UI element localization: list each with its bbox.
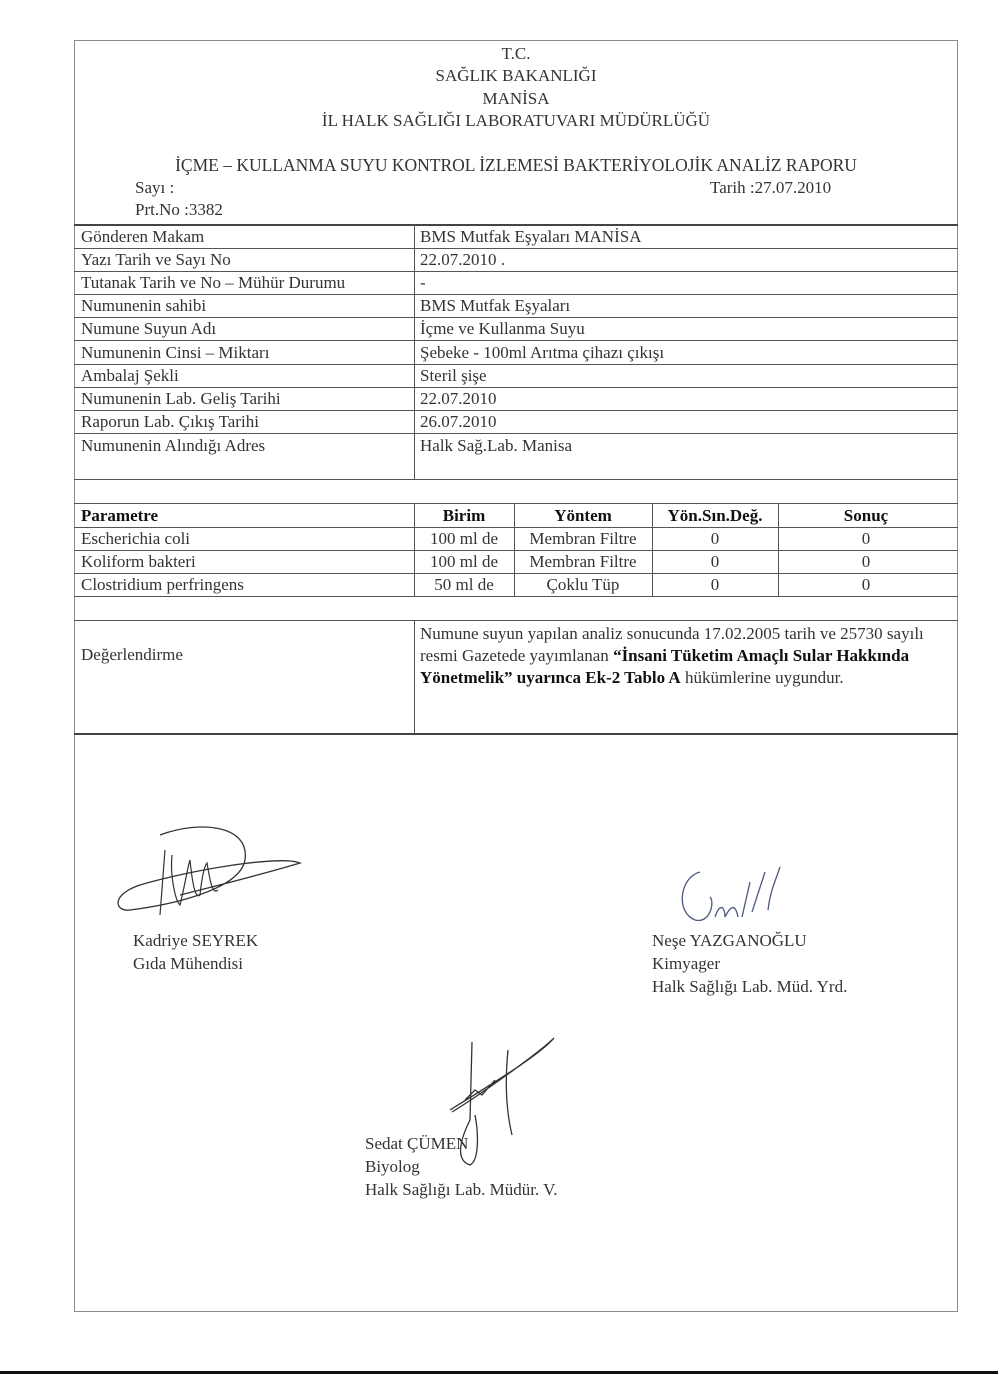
- result-unit: 50 ml de: [434, 575, 494, 594]
- signature-kadriye: [110, 815, 310, 935]
- row-divider: [74, 364, 958, 365]
- signatory-title: Gıda Mühendisi: [133, 954, 244, 973]
- scan-edge-line: [0, 1371, 998, 1374]
- signatory-name: Kadriye SEYREK: [133, 931, 259, 950]
- info-label: Raporun Lab. Çıkış Tarihi: [81, 412, 259, 431]
- signatory-title2: Halk Sağlığı Lab. Müdür. V.: [365, 1180, 558, 1199]
- row-divider: [74, 527, 958, 528]
- signatory-name: Neşe YAZGANOĞLU: [652, 931, 807, 950]
- header-yontem: Yöntem: [554, 506, 612, 525]
- header-sonuc: Sonuç: [843, 506, 889, 525]
- header-birim: Birim: [442, 506, 486, 525]
- result-unit: 100 ml de: [430, 552, 498, 571]
- info-label: Tutanak Tarih ve No – Mühür Durumu: [81, 273, 346, 292]
- row-divider: [74, 503, 958, 504]
- signatory-title: Kimyager: [652, 954, 720, 973]
- info-label: Numunenin Lab. Geliş Tarihi: [81, 389, 281, 408]
- result-method: Çoklu Tüp: [546, 575, 620, 594]
- row-divider: [74, 387, 958, 388]
- result-parameter: Clostridium perfringens: [81, 575, 244, 594]
- row-divider: [74, 317, 958, 318]
- info-label: Yazı Tarih ve Sayı No: [81, 250, 231, 269]
- info-value: Şebeke - 100ml Arıtma çihazı çıkışı: [420, 343, 665, 362]
- result-limit: 0: [710, 552, 720, 571]
- row-divider: [74, 248, 958, 249]
- column-divider: [414, 224, 415, 479]
- info-value: BMS Mutfak Eşyaları: [420, 296, 571, 315]
- row-divider: [74, 620, 958, 621]
- report-date: Tarih :27.07.2010: [710, 178, 832, 197]
- evaluation-regulation: “İnsani Tüketim Amaçlı Sular Hakkında Yönetmelik” uyarınca Ek-2 Tablo A: [420, 646, 910, 687]
- info-label: Numunenin sahibi: [81, 296, 207, 315]
- info-value: Steril şişe: [420, 366, 487, 385]
- result-value: 0: [861, 575, 871, 594]
- result-limit: 0: [710, 529, 720, 548]
- info-value: 26.07.2010: [420, 412, 497, 431]
- info-value: 22.07.2010 .: [420, 250, 505, 269]
- header-tc: T.C.: [501, 44, 531, 63]
- row-divider: [74, 573, 958, 574]
- row-divider: [74, 294, 958, 295]
- result-parameter: Escherichia coli: [81, 529, 191, 548]
- header-parametre: Parametre: [81, 506, 159, 525]
- header-limit: Yön.Sın.Değ.: [667, 506, 763, 525]
- result-method: Membran Filtre: [529, 552, 637, 571]
- evaluation-label: Değerlendirme: [81, 645, 183, 664]
- row-divider: [74, 410, 958, 411]
- signatory-title: Biyolog: [365, 1157, 420, 1176]
- info-label: Ambalaj Şekli: [81, 366, 179, 385]
- header-ministry: SAĞLIK BAKANLIĞI: [435, 66, 597, 85]
- info-label: Numunenin Alındığı Adres: [81, 436, 266, 455]
- evaluation-text: [420, 623, 955, 689]
- column-divider: [414, 620, 415, 733]
- signatory-title2: Halk Sağlığı Lab. Müd. Yrd.: [652, 977, 848, 996]
- row-divider: [74, 340, 958, 341]
- info-value: İçme ve Kullanma Suyu: [420, 319, 585, 338]
- header-directorate: İL HALK SAĞLIĞI LABORATUVARI MÜDÜRLÜĞÜ: [321, 111, 711, 130]
- info-value: Halk Sağ.Lab. Manisa: [420, 436, 573, 455]
- info-label: Numune Suyun Adı: [81, 319, 217, 338]
- result-value: 0: [861, 552, 871, 571]
- result-method: Membran Filtre: [529, 529, 637, 548]
- signatory-name: Sedat ÇÜMEN: [365, 1134, 469, 1153]
- row-divider: [74, 550, 958, 551]
- info-value: BMS Mutfak Eşyaları MANİSA: [420, 227, 642, 246]
- row-divider: [74, 596, 958, 597]
- info-value: 22.07.2010: [420, 389, 497, 408]
- info-label: Gönderen Makam: [81, 227, 205, 246]
- row-divider: [74, 271, 958, 272]
- table-border: [74, 224, 958, 226]
- table-border: [74, 733, 958, 735]
- info-value: -: [420, 273, 426, 292]
- evaluation-text-part: hükümlerine uygundur.: [680, 668, 844, 687]
- protocol-number: Prt.No :3382: [135, 200, 223, 219]
- info-label: Numunenin Cinsi – Miktarı: [81, 343, 270, 362]
- row-divider: [74, 479, 958, 480]
- result-unit: 100 ml de: [430, 529, 498, 548]
- report-title: İÇME – KULLANMA SUYU KONTROL İZLEMESİ BAKTERİYOLOJİK ANALİZ RAPORU: [175, 155, 857, 175]
- result-value: 0: [861, 529, 871, 548]
- header-city: MANİSA: [482, 89, 550, 108]
- result-limit: 0: [710, 575, 720, 594]
- row-divider: [74, 433, 958, 434]
- result-parameter: Koliform bakteri: [81, 552, 196, 571]
- evaluation-text-part: Numune suyun yapılan analiz sonucunda 17.02.2005 tarih ve 25730 sayılı resmi Gazetede yayımlanan: [420, 624, 924, 665]
- sayi-label: Sayı :: [135, 178, 175, 197]
